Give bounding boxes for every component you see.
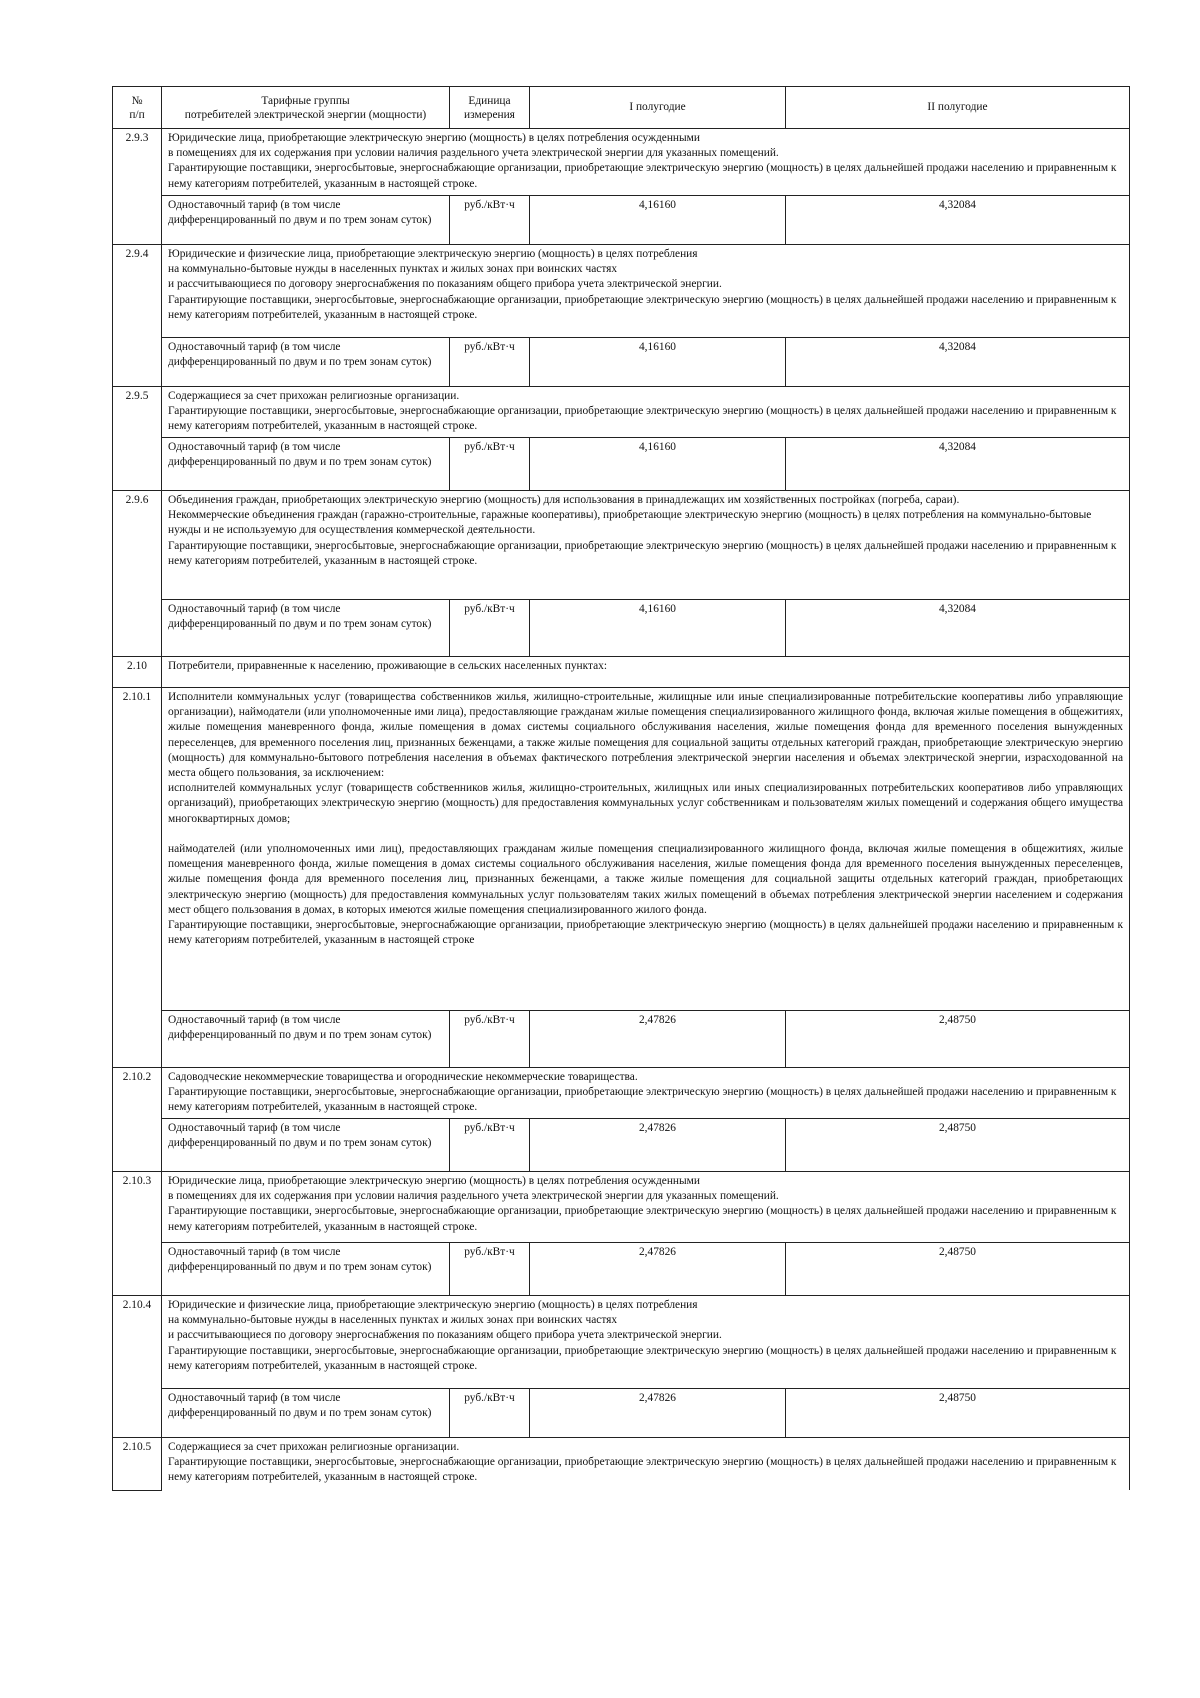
value-second-half: 4,32084	[786, 196, 1130, 245]
row-description: Содержащиеся за счет прихожан религиозные организации. Гарантирующие поставщики, энергосбытовые, энергоснабжающие организации, приобретающие электрическую энергию (мощность) в целях дальнейшей продажи населению и приравненным к нему категориям потребителей, указанным в настоящей строке.	[162, 1438, 1130, 1491]
row-number: 2.9.3	[113, 129, 162, 245]
row-number: 2.10.4	[113, 1296, 162, 1438]
tariff-name: Одноставочный тариф (в том числе дифференцированный по двум и по трем зонам суток)	[162, 196, 450, 245]
tariff-row	[113, 1243, 1130, 1296]
row-number: 2.10.3	[113, 1172, 162, 1296]
tariff-row	[113, 338, 1130, 387]
table-row	[113, 387, 1130, 438]
value-first-half: 2,47826	[530, 1243, 786, 1296]
value-first-half: 4,16160	[530, 600, 786, 657]
tariff-name: Одноставочный тариф (в том числе дифференцированный по двум и по трем зонам суток)	[162, 1389, 450, 1438]
header-unit: Единица измерения	[450, 87, 530, 129]
tariff-name: Одноставочный тариф (в том числе дифференцированный по двум и по трем зонам суток)	[162, 600, 450, 657]
row-description: Объединения граждан, приобретающих электрическую энергию (мощность) для использования в принадлежащих им хозяйственных постройках (погреба, сараи). Некоммерческие объединения граждан (гаражно-строительные, гаражные кооперативы), приобретающие электрическую энергию (мощность) в целях потребления на коммунально-бытовые нужды и не используемую для осуществления коммерческой деятельности. Гарантирующие поставщики, энергосбытовые, энергоснабжающие организации, приобретающие электрическую энергию (мощность) в целях дальнейшей продажи населению и приравненным к нему категориям потребителей, указанным в настоящей строке.	[162, 491, 1130, 600]
tariff-table	[112, 86, 1130, 1491]
table-row	[113, 688, 1130, 1011]
tariff-name: Одноставочный тариф (в том числе дифференцированный по двум и по трем зонам суток)	[162, 338, 450, 387]
value-second-half: 4,32084	[786, 338, 1130, 387]
row-number: 2.9.6	[113, 491, 162, 657]
tariff-unit: руб./кВт·ч	[450, 1011, 530, 1068]
table-row	[113, 1438, 1130, 1491]
row-number: 2.10.2	[113, 1068, 162, 1172]
row-description: Юридические и физические лица, приобретающие электрическую энергию (мощность) в целях потребления на коммунально-бытовые нужды в населенных пунктах и жилых зонах при воинских частях и рассчитывающиеся по договору энергоснабжения по показаниям общего прибора учета электрической энергии. Гарантирующие поставщики, энергосбытовые, энергоснабжающие организации, приобретающие электрическую энергию (мощность) в целях дальнейшей продажи населению и приравненным к нему категориям потребителей, указанным в настоящей строке.	[162, 1296, 1130, 1389]
table-row	[113, 129, 1130, 196]
row-number: 2.10	[113, 657, 162, 688]
value-first-half: 4,16160	[530, 196, 786, 245]
table-header-row	[113, 87, 1130, 129]
tariff-unit: руб./кВт·ч	[450, 1243, 530, 1296]
value-second-half: 2,48750	[786, 1389, 1130, 1438]
row-description: Юридические лица, приобретающие электрическую энергию (мощность) в целях потребления осужденными в помещениях для их содержания при условии наличия раздельного учета электрической энергии для указанных помещений. Гарантирующие поставщики, энергосбытовые, энергоснабжающие организации, приобретающие электрическую энергию (мощность) в целях дальнейшей продажи населению и приравненным к нему категориям потребителей, указанным в настоящей строке.	[162, 129, 1130, 196]
section-title: Потребители, приравненные к населению, проживающие в сельских населенных пунктах:	[162, 657, 1130, 688]
tariff-name: Одноставочный тариф (в том числе дифференцированный по двум и по трем зонам суток)	[162, 1243, 450, 1296]
header-group: Тарифные группы потребителей электрической энергии (мощности)	[162, 87, 450, 129]
row-number: 2.9.5	[113, 387, 162, 491]
value-second-half: 2,48750	[786, 1119, 1130, 1172]
value-second-half: 4,32084	[786, 438, 1130, 491]
tariff-row	[113, 438, 1130, 491]
row-number: 2.10.1	[113, 688, 162, 1068]
value-second-half: 2,48750	[786, 1243, 1130, 1296]
tariff-name: Одноставочный тариф (в том числе дифференцированный по двум и по трем зонам суток)	[162, 1119, 450, 1172]
row-number: 2.10.5	[113, 1438, 162, 1491]
tariff-unit: руб./кВт·ч	[450, 600, 530, 657]
header-num: № п/п	[113, 87, 162, 129]
tariff-row	[113, 1389, 1130, 1438]
tariff-unit: руб./кВт·ч	[450, 1119, 530, 1172]
value-first-half: 2,47826	[530, 1389, 786, 1438]
table-row	[113, 1172, 1130, 1243]
table-row	[113, 491, 1130, 600]
tariff-unit: руб./кВт·ч	[450, 1389, 530, 1438]
table-row	[113, 1068, 1130, 1119]
tariff-unit: руб./кВт·ч	[450, 438, 530, 491]
tariff-unit: руб./кВт·ч	[450, 196, 530, 245]
header-first-half: I полугодие	[530, 87, 786, 129]
header-second-half: II полугодие	[786, 87, 1130, 129]
tariff-row	[113, 600, 1130, 657]
row-description: Юридические лица, приобретающие электрическую энергию (мощность) в целях потребления осужденными в помещениях для их содержания при условии наличия раздельного учета электрической энергии для указанных помещений. Гарантирующие поставщики, энергосбытовые, энергоснабжающие организации, приобретающие электрическую энергию (мощность) в целях дальнейшей продажи населению и приравненным к нему категориям потребителей, указанным в настоящей строке.	[162, 1172, 1130, 1243]
tariff-row	[113, 1119, 1130, 1172]
table-row	[113, 1296, 1130, 1389]
row-description: Садоводческие некоммерческие товарищества и огороднические некоммерческие товарищества. Гарантирующие поставщики, энергосбытовые, энергоснабжающие организации, приобретающие электрическую энергию (мощность) в целях дальнейшей продажи населению и приравненным к нему категориям потребителей, указанным в настоящей строке.	[162, 1068, 1130, 1119]
section-row	[113, 657, 1130, 688]
value-second-half: 2,48750	[786, 1011, 1130, 1068]
value-first-half: 2,47826	[530, 1011, 786, 1068]
tariff-name: Одноставочный тариф (в том числе дифференцированный по двум и по трем зонам суток)	[162, 438, 450, 491]
tariff-name: Одноставочный тариф (в том числе дифференцированный по двум и по трем зонам суток)	[162, 1011, 450, 1068]
row-description: Юридические и физические лица, приобретающие электрическую энергию (мощность) в целях потребления на коммунально-бытовые нужды в населенных пунктах и жилых зонах при воинских частях и рассчитывающиеся по договору энергоснабжения по показаниям общего прибора учета электрической энергии. Гарантирующие поставщики, энергосбытовые, энергоснабжающие организации, приобретающие электрическую энергию (мощность) в целях дальнейшей продажи населению и приравненным к нему категориям потребителей, указанным в настоящей строке.	[162, 245, 1130, 338]
tariff-row	[113, 196, 1130, 245]
row-description: Исполнители коммунальных услуг (товарищества собственников жилья, жилищно-строительные, жилищные или иные специализированные потребительские кооперативы либо управляющие организации), наймодатели (или уполномоченные ими лица), предоставляющие гражданам жилые помещения специализированного жилищного фонда, включая жилые помещения в общежитиях, жилые помещения маневренного фонда, жилые помещения в домах системы социального обслуживания населения, жилые помещения фонда для временного поселения вынужденных переселенцев, для временного поселения лиц, признанных беженцами, а также жилые помещения для социальной защиты отдельных категорий граждан, приобретающие электрическую энергию (мощность) для коммунально-бытового потребления населения в объемах фактического потребления электрической энергии населения и объемах электрической энергии, израсходованной на места общего пользования, за исключением: исполнителей коммунальных услуг (товариществ собственников жилья, жилищно-строительных, жилищных или иных специализированных потребительских кооперативов либо управляющих организаций), приобретающих электрическую энергию (мощность) для предоставления коммунальных услуг собственникам и пользователям жилых помещений и содержания общего имущества многоквартирных домов; наймодателей (или уполномоченных ими лиц), предоставляющих гражданам жилые помещения специализированного жилищного фонда, включая жилые помещения в общежитиях, жилые помещения маневренного фонда, жилые помещения в домах системы социального обслуживания населения, жилые помещения фонда для временного поселения вынужденных переселенцев, жилые помещения фонда для временного поселения лиц, признанных беженцами, а также жилые помещения для социальной защиты отдельных категорий граждан, приобретающих электрическую энергию (мощность) для предоставления коммунальных услуг пользователям таких жилых помещений в объемах потребления электрической энергии населением и содержания мест общего пользования в домах, в которых имеются жилые помещения специализированного жилого фонда. Гарантирующие поставщики, энергосбытовые, энергоснабжающие организации, приобретающие электрическую энергию (мощность) в целях дальнейшей продажи населению и приравненным к нему категориям потребителей, указанным в настоящей строке	[162, 688, 1130, 1011]
tariff-unit: руб./кВт·ч	[450, 338, 530, 387]
table-row	[113, 245, 1130, 338]
value-first-half: 2,47826	[530, 1119, 786, 1172]
value-second-half: 4,32084	[786, 600, 1130, 657]
value-first-half: 4,16160	[530, 338, 786, 387]
value-first-half: 4,16160	[530, 438, 786, 491]
tariff-row	[113, 1011, 1130, 1068]
row-description: Содержащиеся за счет прихожан религиозные организации. Гарантирующие поставщики, энергосбытовые, энергоснабжающие организации, приобретающие электрическую энергию (мощность) в целях дальнейшей продажи населению и приравненным к нему категориям потребителей, указанным в настоящей строке.	[162, 387, 1130, 438]
row-number: 2.9.4	[113, 245, 162, 387]
